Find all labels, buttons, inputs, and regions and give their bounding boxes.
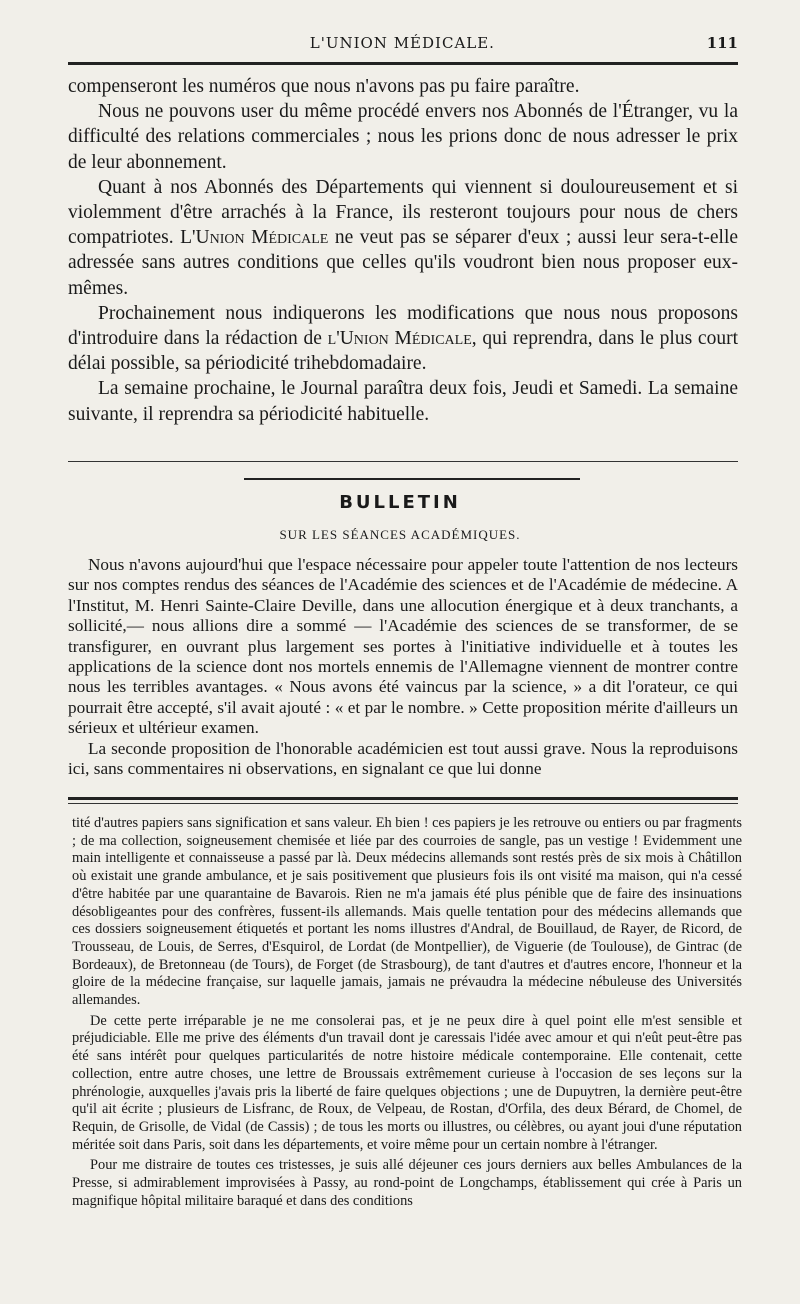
page-header: [68, 34, 738, 56]
bulletin-subtitle: SUR LES SÉANCES ACADÉMIQUES.: [279, 527, 521, 542]
bulletin-paragraph: La seconde proposition de l'honorable académicien est tout aussi grave. Nous la reproduisons ici, sans commentaires ni observations, en signalant ce que lui donne: [68, 738, 738, 779]
subscriber-notice: [68, 74, 738, 427]
footnote-paragraph: De cette perte irréparable je ne me consolerai pas, et je ne peux dire à quel point elle m'est sensible et préjudiciable. Elle me prive des éléments d'un travail dont je caressais l'idée avec amour et qui n'eût peut-être pas été sans intérêt pour quelques particularités de notre histoire médicale contemporaine. Elle contenait, cette collection, entre autre choses, une lettre de Broussais extrêmement curieuse à l'occasion de ses leçons sur la phrénologie, auxquelles j'avais pris la liberté de faire quelques objections ; une de Dupuytren, la dernière peut-être qu'il ait écrite ; plusieurs de Lisfranc, de Roux, de Velpeau, de Rostan, d'Orfila, des deux Bérard, de Chomel, de Requin, de Grisolle, de Vidal (de Cassis) ; de tous les morts ou illustres, ou célèbres, ou ayant joui d'une réputation méritée soit dans Paris, soit dans les départements, et voire même pour un certain nombre à l'étranger.: [72, 1012, 742, 1153]
running-title: L'UNION MÉDICALE.: [309, 34, 495, 52]
footnote-paragraph: Pour me distraire de toutes ces tristesses, je suis allé déjeuner ces jours derniers aux belles Ambulances de la Presse, si admirablement improvisées à Passy, au rond-point de Longchamps, établissement qui crée à Paris un magnifique hôpital militaire baraqué et dans des conditions: [72, 1157, 742, 1209]
footnote-rule: [68, 797, 738, 800]
bulletin-rule: [244, 478, 580, 480]
footnote-column: [72, 815, 742, 1210]
notice-paragraph-schedule: La semaine prochaine, le Journal paraîtra deux fois, Jeudi et Samedi. La semaine suivante, il reprendra sa périodicité habituelle.: [68, 378, 738, 425]
bulletin-title: BULLETIN: [339, 492, 461, 513]
header-rule: [68, 62, 738, 65]
page-number: 111: [706, 34, 738, 52]
notice-paragraph-modifications: Prochainement nous indiquerons les modifications que nous nous proposons d'introduire dans la rédaction de l'Union Médicale, qui reprendra, dans le plus court délai possible, sa périodicité trihebdomadaire.: [68, 302, 738, 375]
footnote-rule-thin: [68, 803, 738, 804]
section-divider: [68, 461, 738, 462]
journal-name: l'Union Médicale: [327, 328, 472, 350]
journal-name: L'Union Médicale: [180, 227, 329, 249]
bulletin-body: [68, 555, 738, 779]
notice-paragraph-departments: Quant à nos Abonnés des Départements qui viennent si douloureusement et si violemment d'être arrachés à la France, ils resteront toujours pour nous de chers compatriotes. L'Union Médicale ne veut pas se séparer d'eux ; aussi leur sera-t-elle adressée sans autres conditions que celles qu'ils voudront bien nous proposer eux-mêmes.: [68, 176, 739, 299]
bulletin-paragraph: Nous n'avons aujourd'hui que l'espace nécessaire pour appeler toute l'attention de nos lecteurs sur nos comptes rendus des séances de l'Académie des sciences et de l'Académie de médecine. A l'Institut, M. Henri Sainte-Claire Deville, dans une allocution énergique et à deux tranchants, a sollicité,— nous allions dire a sommé — l'Académie des sciences de se transformer, de se transfigurer, en ouvrant plus largement ses portes à l'initiative individuelle et à toutes les applications de la science dont nos mortels ennemis de l'Allemagne viennent de montrer contre nous les terribles avantages. « Nous avons été vaincus par la science, » a dit l'orateur, ce qui pourrait être accepté, s'il avait ajouté : « et par le nombre. » Cette proposition mérite d'ailleurs un sérieux et ultérieur examen.: [68, 555, 738, 738]
notice-paragraph-foreign: Nous ne pouvons user du même procédé envers nos Abonnés de l'Étranger, vu la difficulté des relations commerciales ; nous les prions donc de nous adresser le prix de leur abonnement.: [68, 101, 738, 173]
footnote-paragraph: tité d'autres papiers sans signification et sans valeur. Eh bien ! ces papiers je les retrouve ou entiers ou par fragments ; de ma collection, soigneusement chemisée et liée par des courroies de sangle, pas un vestige ! Evidemment une main intelligente et connaisseuse a passé par là. Deux médecins allemands sont restés près de six mois à Châtillon où existait une grande ambulance, et je sais positivement que plusieurs fois ils ont visité ma maison, qui n'a cessé d'être habitée par une quarantaine de Bavarois. Rien ne m'a jamais été plus pénible que de faire des insinuations désobligeantes pour des confrères, fussent-ils allemands. Mais quelle tentation pour des médecins allemands que ces dossiers soigneusement étiquetés et portant les noms illustres d'Andral, de Bouillaud, de Rayer, de Ricord, de Trousseau, de Louis, de Serres, d'Esquirol, de Lordat (de Montpellier), de Viguerie (de Toulouse), de Gintrac (de Bordeaux), de Bretonneau (de Tours), de Forget (de Strasbourg), de tant d'autres et d'autres encore, l'honneur et la gloire de la médecine française, sur laquelle jamais, jamais ne prévaudra la médecine nébuleuse des Universités allemandes.: [72, 815, 742, 1009]
notice-continuation: compenseront les numéros que nous n'avons pas pu faire paraître.: [68, 76, 580, 97]
